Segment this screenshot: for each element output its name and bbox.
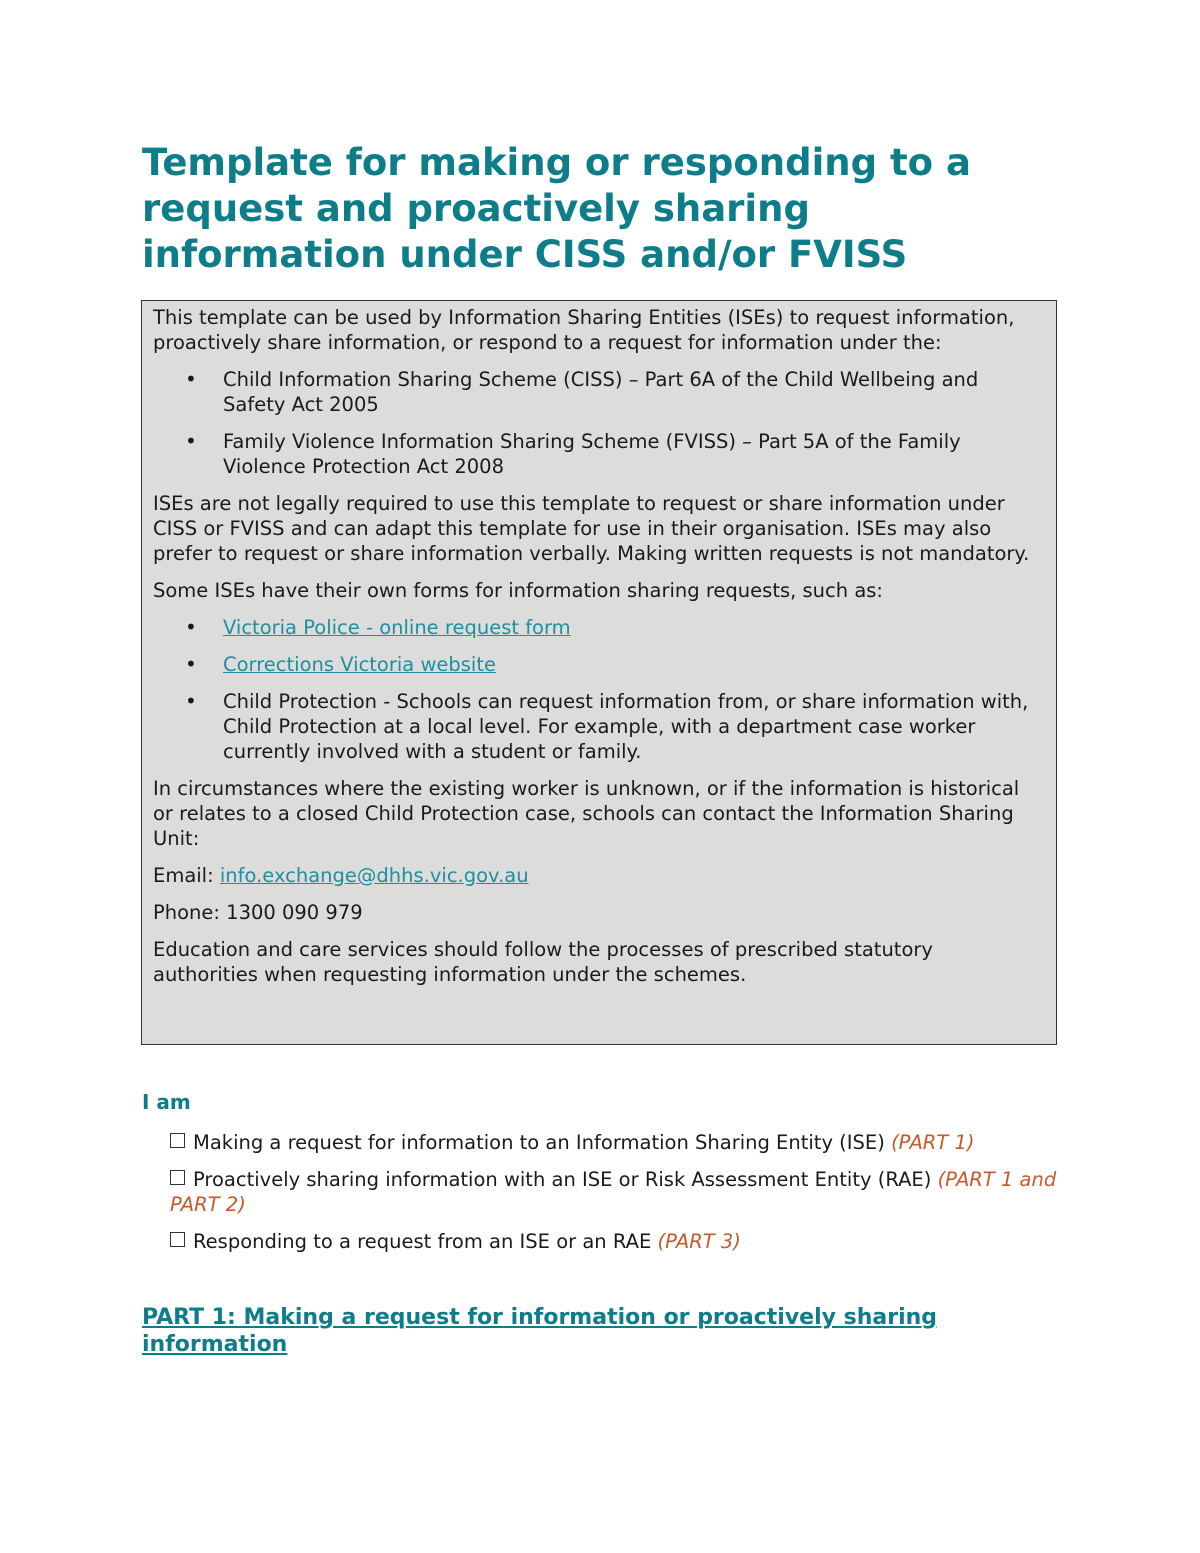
checkbox[interactable]: [170, 1133, 185, 1148]
not-required-text: ISEs are not legally required to use this template to request or share information under CISS or FVISS and can adapt this template for use in their organisation. ISEs may also prefer to request or share information verbally. Making written requests is not mandatory.: [153, 492, 1030, 565]
bullet-icon: •: [185, 429, 197, 453]
bullet-icon: •: [185, 689, 197, 713]
page-title: Template for making or responding to a request and proactively sharing information under CISS and/or FVISS: [142, 141, 971, 276]
phone-line: Phone: 1300 090 979: [153, 901, 363, 924]
checkbox[interactable]: [170, 1170, 185, 1185]
list-item: [153, 652, 1044, 677]
own-forms-text: Some ISEs have their own forms for information sharing requests, such as:: [153, 579, 883, 602]
education-text: Education and care services should follow the processes of prescribed statutory authorities when requesting information under the schemes.: [153, 938, 933, 986]
victoria-police-link[interactable]: Victoria Police - online request form: [223, 616, 571, 639]
bullet-icon: •: [185, 652, 197, 676]
checkbox[interactable]: [170, 1232, 185, 1247]
scheme-list: [153, 367, 1044, 479]
i-am-label: I am: [142, 1090, 191, 1114]
role-options: [170, 1130, 1070, 1266]
circumstances-text: In circumstances where the existing worker is unknown, or if the information is historical or relates to a closed Child Protection case, schools can contact the Information Sharing Unit:: [153, 777, 1020, 850]
corrections-victoria-link[interactable]: Corrections Victoria website: [223, 653, 496, 676]
email-link[interactable]: info.exchange@dhhs.vic.gov.au: [219, 864, 529, 887]
option-responding: Responding to a request from an ISE or an RAE (PART 3): [170, 1229, 1070, 1254]
info-box: [141, 300, 1057, 1045]
list-item: • Child Protection - Schools can request information from, or share information with, Child Protection at a local level. For example, with a department case worker currently involved with a student or family.: [185, 689, 1029, 763]
list-item: • Child Information Sharing Scheme (CISS) – Part 6A of the Child Wellbeing and Safety Act 2005: [185, 367, 979, 416]
part1-heading: PART 1: Making a request for information or proactively sharing information: [142, 1305, 938, 1357]
option-making-request: Making a request for information to an Information Sharing Entity (ISE) (PART 1): [170, 1130, 1070, 1155]
forms-list: [153, 615, 1044, 764]
email-line: Email: info.exchange@dhhs.vic.gov.au: [153, 864, 529, 887]
option-proactively-sharing: Proactively sharing information with an ISE or Risk Assessment Entity (RAE) (PART 1 and PART 2): [170, 1168, 1057, 1216]
list-item: • Family Violence Information Sharing Scheme (FVISS) – Part 5A of the Family Violence Protection Act 2008: [185, 429, 961, 478]
bullet-icon: •: [185, 615, 197, 639]
intro-text: This template can be used by Information Sharing Entities (ISEs) to request information, proactively share information, or respond to a request for information under the:: [153, 306, 1015, 354]
bullet-icon: •: [185, 367, 197, 391]
list-item: [153, 615, 1044, 640]
